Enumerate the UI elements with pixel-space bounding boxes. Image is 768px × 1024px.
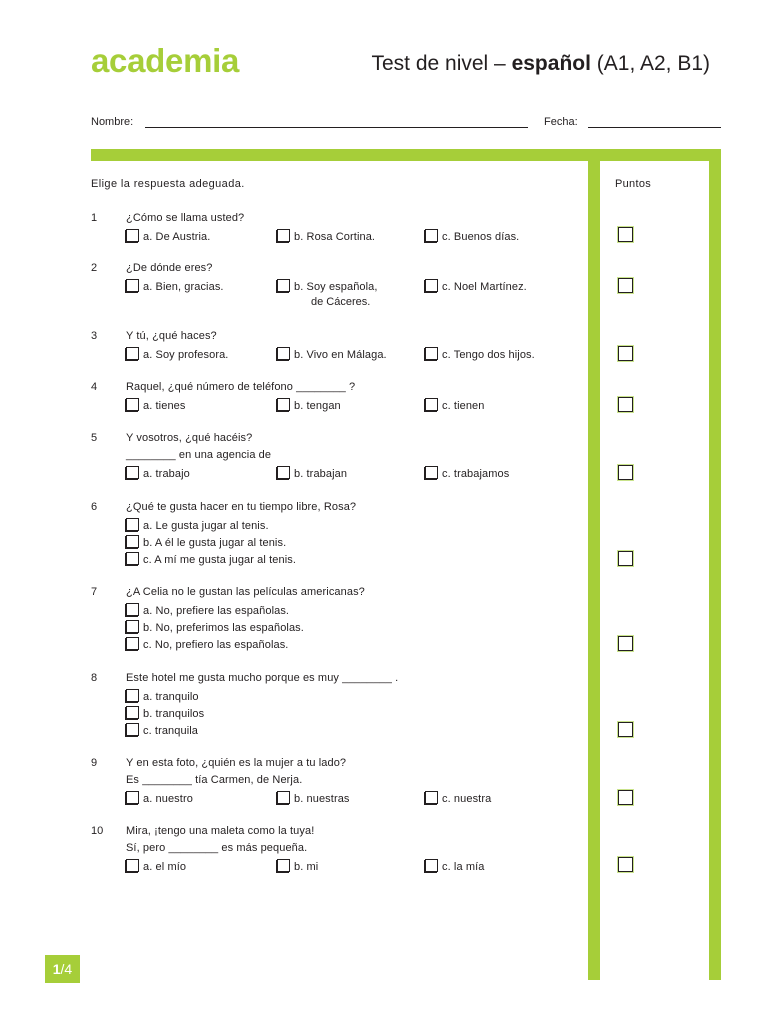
question-text: Y vosotros, ¿qué hacéis? bbox=[126, 432, 253, 444]
option-c[interactable]: c. Noel Martínez. bbox=[425, 279, 527, 293]
option-a[interactable]: a. De Austria. bbox=[126, 229, 210, 243]
option-c[interactable]: c. No, prefiero las españolas. bbox=[126, 637, 288, 651]
option-b[interactable]: b. trabajan bbox=[277, 466, 347, 480]
checkbox[interactable] bbox=[425, 347, 438, 360]
points-box[interactable] bbox=[618, 636, 633, 651]
option-b[interactable]: b. nuestras bbox=[277, 791, 350, 805]
academia-logo: academia bbox=[91, 42, 240, 79]
question-text: ¿A Celia no le gustan las películas americanas? bbox=[126, 586, 365, 598]
checkbox[interactable] bbox=[126, 518, 139, 531]
question-text-2: Sí, pero ________ es más pequeña. bbox=[126, 842, 308, 854]
question-number: 6 bbox=[91, 501, 98, 513]
question-number: 8 bbox=[91, 672, 98, 684]
option-a[interactable]: a. Soy profesora. bbox=[126, 347, 228, 361]
checkbox[interactable] bbox=[425, 398, 438, 411]
question-text-2: Es ________ tía Carmen, de Nerja. bbox=[126, 774, 303, 786]
checkbox[interactable] bbox=[126, 279, 139, 292]
green-frame-right bbox=[709, 149, 721, 980]
checkbox[interactable] bbox=[126, 637, 139, 650]
points-box[interactable] bbox=[618, 465, 633, 480]
question-text: Y en esta foto, ¿quién es la mujer a tu lado? bbox=[126, 757, 347, 769]
option-a[interactable]: a. nuestro bbox=[126, 791, 193, 805]
checkbox[interactable] bbox=[425, 466, 438, 479]
option-c[interactable]: c. Tengo dos hijos. bbox=[425, 347, 535, 361]
checkbox[interactable] bbox=[126, 229, 139, 242]
option-a[interactable]: a. tienes bbox=[126, 398, 185, 412]
checkbox[interactable] bbox=[277, 347, 290, 360]
instruction: Elige la respuesta adeguada. bbox=[91, 178, 245, 190]
title-suffix: (A1, A2, B1) bbox=[590, 52, 710, 75]
option-c[interactable]: c. Buenos días. bbox=[425, 229, 519, 243]
checkbox[interactable] bbox=[126, 552, 139, 565]
checkbox[interactable] bbox=[126, 603, 139, 616]
option-c[interactable]: c. A mí me gusta jugar al tenis. bbox=[126, 552, 296, 566]
option-c[interactable]: c. tranquila bbox=[126, 723, 198, 737]
option-a[interactable]: a. Bien, gracias. bbox=[126, 279, 224, 293]
checkbox[interactable] bbox=[277, 859, 290, 872]
points-box[interactable] bbox=[618, 857, 633, 872]
name-field[interactable] bbox=[145, 127, 528, 128]
checkbox[interactable] bbox=[277, 229, 290, 242]
option-b[interactable]: b. Vivo en Málaga. bbox=[277, 347, 387, 361]
option-a[interactable]: a. el mío bbox=[126, 859, 186, 873]
checkbox[interactable] bbox=[425, 791, 438, 804]
name-label: Nombre: bbox=[91, 116, 134, 128]
checkbox[interactable] bbox=[126, 466, 139, 479]
option-b[interactable]: b. Soy española, bbox=[277, 279, 378, 293]
question-number: 2 bbox=[91, 262, 98, 274]
option-c[interactable]: c. tienen bbox=[425, 398, 484, 412]
green-frame-top bbox=[91, 149, 721, 161]
checkbox[interactable] bbox=[126, 689, 139, 702]
question-text: Raquel, ¿qué número de teléfono ________ ? bbox=[126, 381, 356, 393]
page-title bbox=[371, 52, 710, 76]
checkbox[interactable] bbox=[425, 859, 438, 872]
question-text-2: ________ en una agencia de bbox=[126, 449, 272, 461]
checkbox[interactable] bbox=[126, 398, 139, 411]
checkbox[interactable] bbox=[126, 706, 139, 719]
option-a[interactable]: a. trabajo bbox=[126, 466, 190, 480]
checkbox[interactable] bbox=[126, 535, 139, 548]
option-b[interactable]: b. tengan bbox=[277, 398, 341, 412]
checkbox[interactable] bbox=[126, 859, 139, 872]
option-c[interactable]: c. la mía bbox=[425, 859, 484, 873]
checkbox[interactable] bbox=[277, 279, 290, 292]
checkbox[interactable] bbox=[277, 791, 290, 804]
date-label: Fecha: bbox=[544, 116, 578, 128]
question-text: Y tú, ¿qué haces? bbox=[126, 330, 217, 342]
page-number bbox=[45, 955, 80, 983]
checkbox[interactable] bbox=[126, 620, 139, 633]
question-number: 3 bbox=[91, 330, 98, 342]
title-bold: español bbox=[511, 52, 591, 75]
checkbox[interactable] bbox=[277, 398, 290, 411]
question-text: ¿Qué te gusta hacer en tu tiempo libre, Rosa? bbox=[126, 501, 357, 513]
points-box[interactable] bbox=[618, 551, 633, 566]
checkbox[interactable] bbox=[425, 279, 438, 292]
question-text: ¿De dónde eres? bbox=[126, 262, 213, 274]
option-a[interactable]: a. tranquilo bbox=[126, 689, 199, 703]
question-number: 7 bbox=[91, 586, 98, 598]
question-number: 4 bbox=[91, 381, 98, 393]
option-b[interactable]: b. Rosa Cortina. bbox=[277, 229, 375, 243]
points-box[interactable] bbox=[618, 397, 633, 412]
option-b[interactable]: b. A él le gusta jugar al tenis. bbox=[126, 535, 286, 549]
points-box[interactable] bbox=[618, 227, 633, 242]
checkbox[interactable] bbox=[277, 466, 290, 479]
points-box[interactable] bbox=[618, 722, 633, 737]
option-b[interactable]: b. No, preferimos las españolas. bbox=[126, 620, 304, 634]
checkbox[interactable] bbox=[425, 229, 438, 242]
checkbox[interactable] bbox=[126, 723, 139, 736]
question-number: 9 bbox=[91, 757, 98, 769]
points-box[interactable] bbox=[618, 790, 633, 805]
points-box[interactable] bbox=[618, 346, 633, 361]
title-prefix: Test de nivel – bbox=[371, 52, 512, 75]
page-total: /4 bbox=[60, 961, 73, 977]
points-header: Puntos bbox=[615, 178, 652, 190]
option-b[interactable]: b. mi bbox=[277, 859, 318, 873]
question-number: 5 bbox=[91, 432, 98, 444]
points-box[interactable] bbox=[618, 278, 633, 293]
option-c[interactable]: c. trabajamos bbox=[425, 466, 509, 480]
question-text: ¿Cómo se llama usted? bbox=[126, 212, 245, 224]
option-a[interactable]: a. No, prefiere las españolas. bbox=[126, 603, 289, 617]
date-field[interactable] bbox=[588, 127, 721, 128]
question-text: Mira, ¡tengo una maleta como la tuya! bbox=[126, 825, 315, 837]
option-b[interactable]: b. tranquilos bbox=[126, 706, 204, 720]
option-c[interactable]: c. nuestra bbox=[425, 791, 491, 805]
green-frame-divider bbox=[588, 149, 600, 980]
checkbox[interactable] bbox=[126, 791, 139, 804]
question-number: 1 bbox=[91, 212, 98, 224]
option-b-continuation: de Cáceres. bbox=[311, 296, 371, 308]
checkbox[interactable] bbox=[126, 347, 139, 360]
question-number: 10 bbox=[91, 825, 104, 837]
page-current: 1 bbox=[52, 961, 61, 977]
question-text: Este hotel me gusta mucho porque es muy ________ . bbox=[126, 672, 399, 684]
option-a[interactable]: a. Le gusta jugar al tenis. bbox=[126, 518, 269, 532]
